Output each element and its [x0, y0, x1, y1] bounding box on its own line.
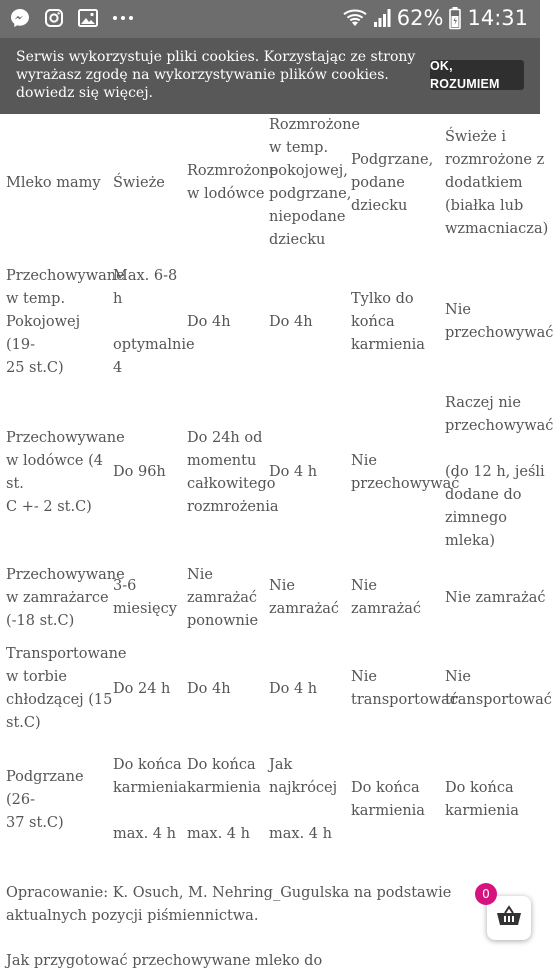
cell-text: Pokojowej (19- — [6, 313, 81, 353]
cell-text: Świeże — [113, 174, 165, 191]
table-cell — [113, 392, 187, 553]
cell-text: C +- 2 st.C) — [6, 498, 92, 515]
cell-text: dodane do — [445, 487, 522, 503]
cell-text: w lodówce (4 st. — [6, 452, 104, 492]
cell-text: max. 4 h — [113, 826, 176, 842]
cell-text: karmienia — [351, 803, 425, 819]
table-cell — [0, 392, 125, 553]
cell-text: karmienia — [351, 336, 425, 353]
cell-text: Przechowywane — [6, 566, 125, 583]
cell-text: pokojowej, — [269, 163, 348, 179]
table-header-cell — [0, 114, 113, 252]
cell-text: Rozmrożone — [187, 163, 278, 179]
cell-text: w torbie — [6, 669, 68, 685]
cell-text: max. 4 h — [269, 826, 332, 842]
cell-text: Podgrzane (26- — [6, 768, 84, 808]
cell-text: Nie — [269, 578, 295, 594]
cell-text: Przechowywane — [6, 267, 125, 284]
cell-text: Do końca — [187, 757, 256, 773]
cell-text: (do 12 h, jeśli — [445, 464, 545, 480]
cell-text: niepodane — [269, 209, 346, 225]
table-cell — [187, 392, 279, 553]
cell-text: Nie — [445, 302, 471, 318]
cell-spacer — [187, 800, 269, 823]
cell-text: rozmrożenia — [187, 498, 279, 515]
table-row — [0, 392, 554, 553]
table-cell — [351, 643, 458, 735]
table-cell — [269, 643, 351, 735]
cell-text: 4 — [113, 359, 123, 376]
cookie-text: Serwis wykorzystuje pliki cookies. Korzystając ze strony wyrażasz zgodę na wykorzystywanie plików cookies. — [16, 49, 416, 83]
table-cell — [113, 735, 187, 865]
table-cell — [187, 643, 269, 735]
cell-spacer — [113, 311, 187, 334]
cell-text: końca — [351, 313, 395, 330]
status-bar — [0, 0, 540, 38]
cell-text: Mleko mamy — [6, 174, 101, 191]
cell-text: Nie zamrażać — [445, 589, 546, 606]
cell-text: przechowywać — [445, 325, 554, 341]
table-cell — [187, 553, 269, 643]
cell-text: st.C) — [6, 715, 41, 731]
cell-text: Do końca — [351, 780, 420, 796]
more-icon — [112, 14, 134, 22]
cell-text: przechowywać — [351, 475, 460, 492]
cell-text: Transportowane — [6, 646, 127, 662]
cell-text: dziecku — [269, 232, 326, 248]
cell-text: Nie — [351, 669, 377, 685]
cell-text: Do 4h — [187, 680, 231, 697]
cell-text: 37 st.C) — [6, 814, 64, 831]
cell-text: chłodzącej (15 — [6, 692, 113, 708]
messenger-icon — [10, 8, 30, 28]
cell-text: 25 st.C) — [6, 359, 64, 376]
table-cell — [0, 643, 127, 735]
cell-text: dziecku — [351, 197, 408, 214]
table-header-cell — [445, 114, 554, 252]
cell-text: wzmacniacza) — [445, 220, 549, 237]
table-cell — [269, 252, 351, 392]
cookie-banner — [0, 38, 540, 114]
cell-spacer — [445, 438, 554, 461]
table-cell — [445, 392, 554, 553]
cell-spacer — [113, 800, 187, 823]
cell-text: Do 96h — [113, 464, 166, 480]
cell-text: w lodówce — [187, 186, 265, 202]
cookie-accept-button[interactable]: OK, ROZUMIEM — [430, 60, 524, 90]
cell-text: Przechowywane — [6, 429, 125, 446]
cell-text: Do 4h — [187, 313, 231, 330]
cell-text: Świeże i — [445, 128, 507, 145]
cell-text: Max. 6-8 h — [113, 267, 178, 307]
battery-percent: 62% — [396, 6, 444, 30]
table-row — [0, 252, 554, 392]
cell-text: transportować — [351, 692, 458, 708]
cell-text: w temp. — [269, 140, 329, 156]
cell-text: (-18 st.C) — [6, 612, 75, 629]
table-cell — [269, 553, 351, 643]
wifi-icon — [343, 8, 367, 28]
gallery-icon — [78, 9, 98, 27]
table-cell — [113, 252, 195, 392]
cell-text: Podgrzane, — [351, 151, 434, 168]
cell-text: momentu — [187, 452, 257, 469]
cell-text: rozmrożone z — [445, 151, 545, 168]
cell-text: całkowitego — [187, 475, 276, 492]
cell-text: Nie zamrażać — [351, 578, 422, 617]
cell-text: Raczej nie — [445, 395, 521, 411]
cell-text: karmienia — [113, 780, 187, 796]
table-row — [0, 643, 554, 735]
cell-text: karmienia — [445, 803, 519, 819]
cell-text: 3-6 — [113, 578, 137, 594]
cell-text: ponownie — [187, 612, 259, 629]
basket-icon — [495, 904, 523, 932]
cookie-learn-more-link[interactable]: dowiedz się więcej. — [16, 85, 153, 101]
cell-text: Do 4 h — [269, 680, 318, 697]
cell-text: dodatkiem — [445, 174, 523, 191]
cell-text: zamrażać — [269, 601, 340, 617]
table-cell — [269, 392, 351, 553]
table-row — [0, 735, 554, 865]
cell-text: Do końca — [113, 757, 182, 773]
cell-text: karmienia — [187, 780, 261, 796]
cell-text: w zamrażarce — [6, 589, 109, 606]
cell-text: Do 24 h — [113, 680, 171, 697]
table-cell — [445, 735, 554, 865]
cell-text: podgrzane, — [269, 186, 352, 202]
table-cell — [269, 735, 351, 865]
article-content — [0, 114, 554, 865]
milk-storage-table — [0, 114, 554, 865]
cart-count-badge: 0 — [475, 883, 497, 905]
table-row — [0, 553, 554, 643]
table-cell — [351, 252, 445, 392]
cart-button[interactable] — [487, 896, 531, 940]
signal-icon — [373, 8, 391, 28]
table-header-cell — [187, 114, 278, 252]
cell-text: najkrócej — [269, 780, 338, 796]
table-cell — [351, 735, 445, 865]
table-cell — [0, 735, 113, 865]
source-note: Opracowanie: K. Osuch, M. Nehring_Gugulska na podstawie aktualnych pozycji piśmiennictwa. — [6, 885, 452, 924]
cell-text: Nie — [187, 566, 213, 583]
table-cell — [0, 252, 125, 392]
cell-text: max. 4 h — [187, 826, 250, 842]
next-paragraph: Jak przygotować przechowywane mleko do — [6, 953, 323, 969]
cell-text: Nie — [351, 452, 377, 469]
table-cell — [351, 392, 460, 553]
cell-text: Do 4 h — [269, 464, 318, 480]
cell-spacer — [269, 800, 351, 823]
cell-text: w temp. — [6, 290, 66, 307]
cell-text: Rozmrożone — [269, 117, 360, 133]
cell-text: (białka lub — [445, 197, 524, 214]
table-cell — [445, 553, 554, 643]
cell-text: Do 4h — [269, 313, 313, 330]
cell-text: podane — [351, 174, 405, 191]
cookie-message — [16, 48, 416, 102]
cell-text: Nie — [445, 669, 471, 685]
cell-text: Do końca — [445, 780, 514, 796]
table-header-row — [0, 114, 554, 252]
table-cell — [445, 643, 554, 735]
cell-text: zimnego — [445, 510, 507, 526]
table-cell — [445, 252, 554, 392]
table-header-cell — [269, 114, 360, 252]
table-header-cell — [351, 114, 445, 252]
cell-text: optymalnie — [113, 336, 195, 353]
cell-text: miesięcy — [113, 601, 177, 617]
cell-text: Jak — [269, 757, 293, 773]
cell-text: zamrażać — [187, 589, 258, 606]
cell-text: Do 24h od — [187, 429, 263, 446]
cell-text: mleka) — [445, 533, 496, 549]
table-cell — [187, 252, 269, 392]
cell-text: przechowywać — [445, 418, 554, 434]
clock: 14:31 — [467, 6, 528, 30]
instagram-icon — [44, 8, 64, 28]
cell-text: Tylko do — [351, 290, 414, 307]
battery-icon — [449, 7, 461, 29]
table-cell — [187, 735, 269, 865]
cell-text: transportować — [445, 692, 552, 708]
table-header-cell — [113, 114, 187, 252]
table-cell — [351, 553, 445, 643]
